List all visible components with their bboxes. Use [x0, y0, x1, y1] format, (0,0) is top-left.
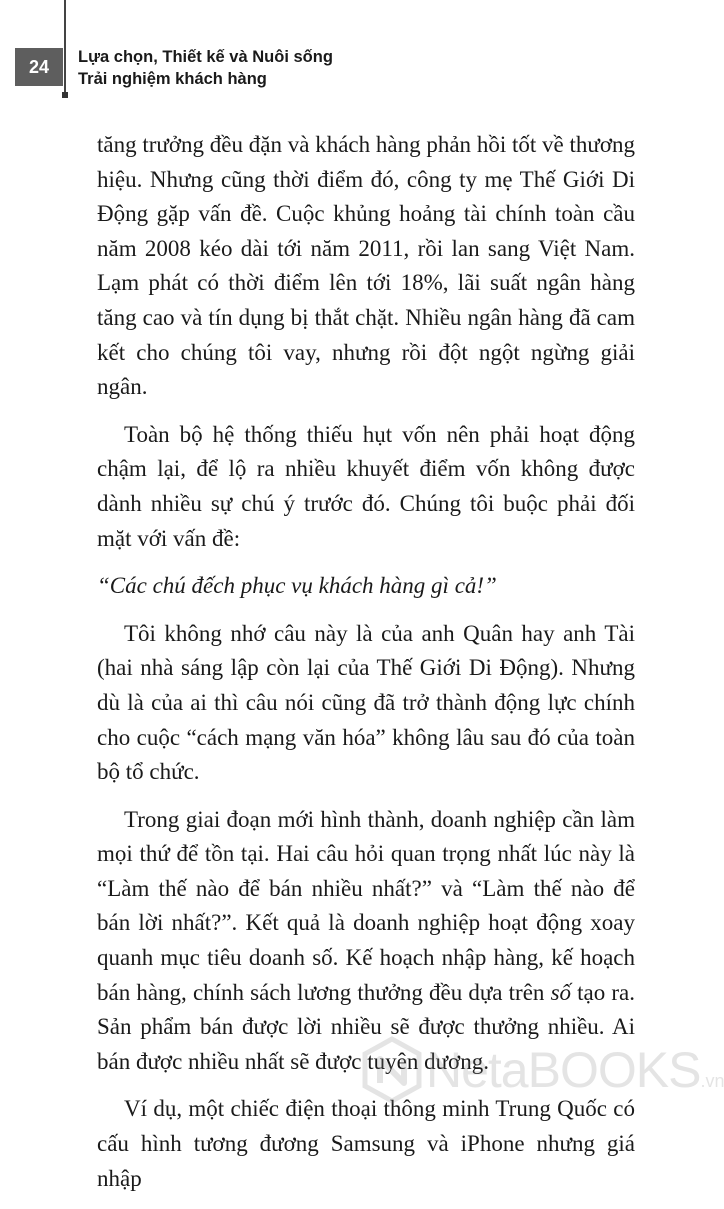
header-divider-line	[64, 0, 66, 92]
paragraph-5-part-1: Trong giai đoạn mới hình thành, doanh nghiệp cần làm mọi thứ để tồn tại. Hai câu hỏi quan trọng nhất lúc này là “Làm thế nào để bán nhiều nhất?” và “Làm thế nào để bán lời nhất?”. Kết quả là doanh nghiệp hoạt động xoay quanh mục tiêu doanh số. Kế hoạch nhập hàng, kế hoạch bán hàng, chính sách lương thưởng đều dựa trên	[97, 806, 635, 1005]
paragraph-5-part-2: tạo ra. Sản phẩm bán được lời nhiều sẽ được thưởng nhiều. Ai bán được nhiều nhất sẽ được tuyên dương.	[97, 979, 636, 1074]
body-text	[97, 128, 635, 1209]
running-head-line2: Trải nghiệm khách hàng	[78, 70, 267, 88]
paragraph-5-emphasis: số	[550, 979, 572, 1005]
page-number	[15, 48, 63, 86]
paragraph-2: Toàn bộ hệ thống thiếu hụt vốn nên phải hoạt động chậm lại, để lộ ra nhiều khuyết điểm vốn không được dành nhiều sự chú ý trước đó. Chúng tôi buộc phải đối mặt với vấn đề:	[97, 421, 635, 551]
watermark-brand: NetaBOOKS	[426, 1042, 701, 1098]
quote-paragraph: “Các chú đếch phục vụ khách hàng gì cả!”	[97, 573, 497, 599]
paragraph-5	[97, 803, 635, 1080]
page-number-text: 24	[28, 56, 50, 77]
header-divider-dot	[62, 92, 68, 98]
paragraph-1: tăng trưởng đều đặn và khách hàng phản hồi tốt về thương hiệu. Nhưng cũng thời điểm đó, công ty mẹ Thế Giới Di Động gặp vấn đề. Cuộc khủng hoảng tài chính toàn cầu năm 2008 kéo dài tới năm 2011, rồi lan sang Việt Nam. Lạm phát có thời điểm lên tới 18%, lãi suất ngân hàng tăng cao và tín dụng bị thắt chặt. Nhiều ngân hàng đã cam kết cho chúng tôi vay, nhưng rồi đột ngột ngừng giải ngân.	[97, 132, 635, 400]
paragraph-4: Tôi không nhớ câu này là của anh Quân hay anh Tài (hai nhà sáng lập còn lại của Thế Giới Di Động). Nhưng dù là của ai thì câu nói cũng đã trở thành động lực chính cho cuộc “cách mạng văn hóa” không lâu sau đó của toàn bộ tổ chức.	[97, 620, 635, 785]
running-head	[78, 46, 333, 90]
watermark-suffix: .vn	[700, 1071, 724, 1091]
running-head-line1: Lựa chọn, Thiết kế và Nuôi sống	[78, 48, 333, 66]
paragraph-6: Ví dụ, một chiếc điện thoại thông minh Trung Quốc có cấu hình tương đương Samsung và iPhone nhưng giá nhập	[97, 1096, 635, 1191]
